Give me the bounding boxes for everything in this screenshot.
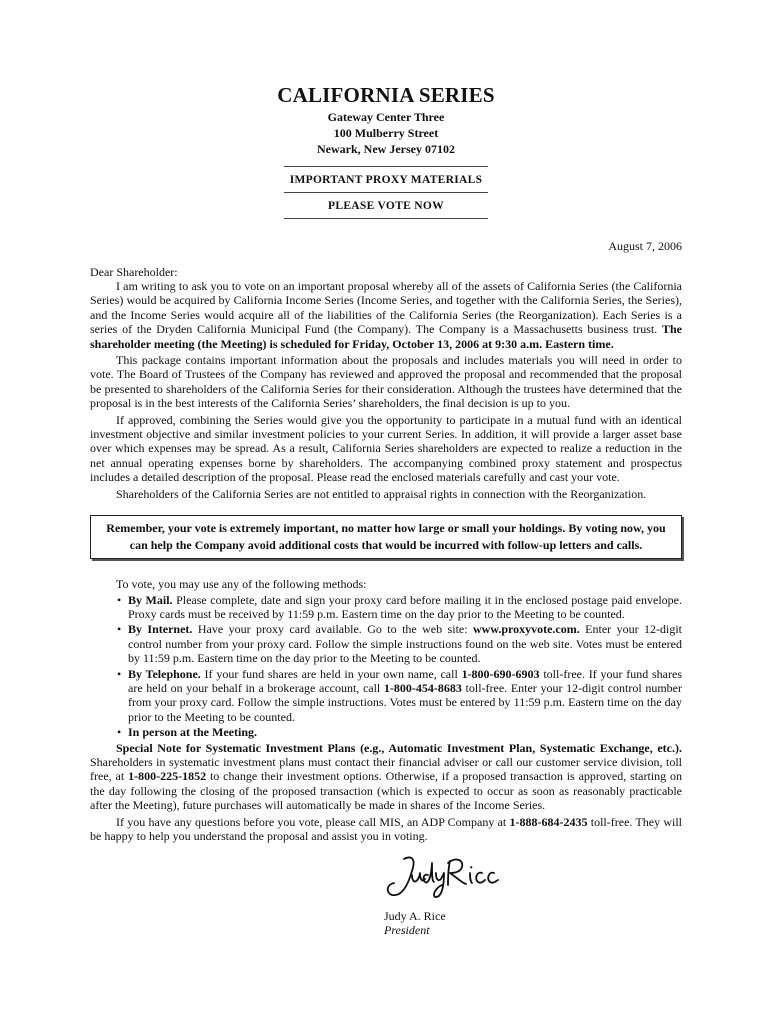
paragraph-package: This package contains important information about the proposals and includes materials you will need in order to vote. The Board of Trustees of the Company has reviewed and approved the proposal and recommended that the proposal be presented to shareholders of the California Series for their consideration. Although the trustees have determined that the proposal is in the best interests of the California Series’ shareholders, the final decision is up to you.: [90, 353, 682, 411]
signature-icon: [382, 851, 502, 903]
banner-important-proxy: IMPORTANT PROXY MATERIALS: [289, 174, 483, 186]
paragraph-intro-text: I am writing to ask you to vote on an important proposal whereby all of the assets of California Series (the California Series) would be acquired by California Income Series (Income Series, and together with the California Series, the Series), and the Income Series would acquire all of the liabilities of the California Series (the Reorganization). Each Series is a series of the Dryden California Municipal Fund (the Company). The Company is a Massachusetts business trust.: [90, 279, 682, 337]
document-title: CALIFORNIA SERIES: [277, 83, 495, 107]
method-mail: [90, 593, 682, 622]
salutation: Dear Shareholder:: [90, 265, 178, 279]
bullet: •: [117, 592, 122, 607]
voting-methods-list: [90, 593, 682, 740]
special-note-text: Shareholders in systematic investment plans must contact their financial adviser or call our customer service division, toll free, at: [90, 754, 682, 784]
method-internet-label: By Internet.: [128, 622, 193, 637]
phone-number-own-name: 1-800-690-6903: [461, 666, 540, 681]
mis-phone: 1-888-684-2435: [509, 814, 588, 829]
bullet: •: [117, 725, 122, 740]
method-telephone: [90, 667, 682, 725]
method-mail-label: By Mail.: [128, 592, 173, 607]
meeting-schedule: The shareholder meeting (the Meeting) is scheduled for Friday, October 13, 2006 at 9:30 a.m. Eastern time.: [90, 322, 682, 351]
method-telephone-label: By Telephone.: [128, 666, 201, 681]
paragraph-special-note: [90, 741, 682, 813]
method-in-person: [90, 725, 682, 739]
closing-text-2: toll-free. They will be happy to help you understand the proposal and assist you in voting.: [90, 814, 682, 843]
customer-service-phone: 1-800-225-1852: [128, 769, 207, 784]
vote-importance-notice: Remember, your vote is extremely important, no matter how large or small your holdings. By voting now, you can help the Company avoid additional costs that would be incurred with follow-up letters and calls.: [90, 515, 682, 559]
banner-please-vote: PLEASE VOTE NOW: [328, 200, 444, 212]
method-internet: [90, 622, 682, 665]
proxyvote-link[interactable]: www.proxyvote.com.: [472, 622, 580, 637]
letter-date: August 7, 2006: [608, 239, 682, 253]
special-note-label: Special Note for Systematic Investment Plans (e.g., Automatic Investment Plan, Systematic Exchange, etc.).: [116, 740, 682, 755]
divider: [284, 166, 488, 167]
voting-methods-intro: To vote, you may use any of the following methods:: [116, 577, 367, 592]
address-line-3: Newark, New Jersey 07102: [317, 142, 455, 156]
address-line-2: 100 Mulberry Street: [333, 126, 439, 140]
address-line-1: Gateway Center Three: [327, 110, 445, 124]
method-telephone-text-3: toll-free. Enter your 12-digit control number from your proxy card. Follow the simple instructions. Votes must be entered by 11:59 p.m. Eastern time on the day prior to the Meeting to be counted.: [128, 680, 682, 724]
phone-number-brokerage: 1-800-454-8683: [383, 680, 462, 695]
divider: [284, 218, 488, 219]
signature-image: [382, 851, 502, 903]
method-internet-text: Have your proxy card available. Go to the web site:: [192, 622, 473, 637]
method-telephone-text: If your fund shares are held in your own name, call: [200, 666, 462, 681]
letter-page: [90, 82, 682, 937]
closing-text: If you have any questions before you vote, please call MIS, an ADP Company at: [116, 814, 510, 829]
divider: [284, 192, 488, 193]
method-telephone-text-2: toll-free. If your fund shares are held on your behalf in a brokerage account, call: [128, 666, 682, 695]
paragraph-closing: [90, 815, 682, 844]
paragraph-benefits: If approved, combining the Series would give you the opportunity to participate in a mutual fund with an identical investment objective and similar investment policies to your current Series. In addition, it will provide a larger asset base over which expenses may be spread. As a result, California Series shareholders are expected to realize a reduction in the net annual operating expenses borne by shareholders. The accompanying combined proxy statement and prospectus includes a detailed description of the proposal. Please read the enclosed materials carefully and cast your vote.: [90, 412, 682, 485]
signer-title: President: [384, 923, 430, 938]
special-note-text-2: to change their investment options. Otherwise, if a proposed transaction is approved, starting on the day following the closing of the proposed transaction (which is expected to occur as soon as reasonably practicable after the Meeting), future purchases will automatically be made in shares of the Income Series.: [90, 769, 682, 813]
bullet: •: [117, 666, 122, 681]
paragraph-appraisal: Shareholders of the California Series are not entitled to appraisal rights in connection with the Reorganization.: [116, 486, 647, 501]
method-internet-text-2: Enter your 12-digit control number from your proxy card. Follow the simple instructions found on the web site. Votes must be entered by 11:59 p.m. Eastern time on the day prior to the Meeting to be counted.: [128, 622, 682, 666]
method-in-person-label: In person at the Meeting.: [128, 725, 257, 740]
paragraph-intro: [90, 279, 682, 351]
bullet: •: [117, 622, 122, 637]
signer-name: Judy A. Rice: [384, 909, 446, 924]
method-mail-text: Please complete, date and sign your proxy card before mailing it in the enclosed postage paid envelope. Proxy cards must be received by 11:59 p.m. Eastern time on the day prior to the Meeting to be counted.: [128, 592, 682, 621]
